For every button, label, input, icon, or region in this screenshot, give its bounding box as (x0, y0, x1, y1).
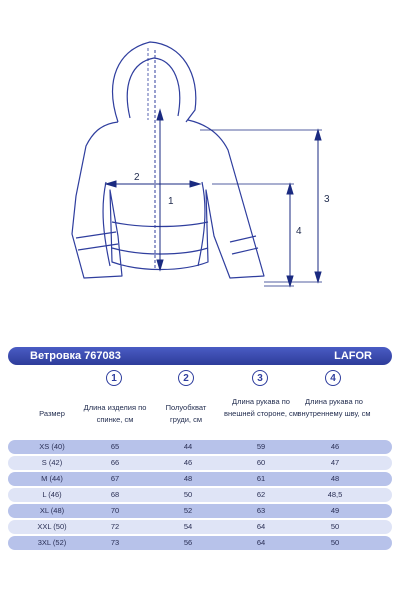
table-row (8, 488, 392, 502)
value-cell: 68 (110, 490, 120, 499)
value-cell: 59 (256, 442, 266, 451)
measure-4-arrow-top (287, 184, 293, 194)
right-cuff-line2 (232, 248, 258, 254)
value-cell: 50 (330, 538, 340, 547)
measure-1-arrow-bottom (157, 260, 163, 270)
column-2-number: 2 (178, 370, 194, 386)
value-cell: 64 (256, 522, 266, 531)
right-cuff-line (230, 236, 256, 242)
value-cell: 48,5 (327, 490, 343, 499)
measure-4-arrow-bottom (287, 276, 293, 286)
measure-4-label: 4 (296, 226, 302, 237)
value-cell: 44 (183, 442, 193, 451)
measure-1-label: 1 (168, 196, 174, 207)
title-bar (8, 347, 392, 365)
value-cell: 70 (110, 506, 120, 515)
value-cell: 47 (330, 458, 340, 467)
size-cell: XL (48) (39, 506, 65, 515)
measure-1-arrow-top (157, 110, 163, 120)
value-cell: 65 (110, 442, 120, 451)
size-table (8, 440, 392, 552)
table-row (8, 504, 392, 518)
measure-3-arrow-top (315, 130, 321, 140)
value-cell: 61 (256, 474, 266, 483)
value-cell: 73 (110, 538, 120, 547)
size-cell: S (42) (41, 458, 63, 467)
table-row (8, 536, 392, 550)
measure-3-label: 3 (324, 194, 330, 205)
table-row (8, 456, 392, 470)
measure-2-arrow-left (106, 181, 116, 187)
column-4-number: 4 (325, 370, 341, 386)
measure-2-label: 2 (134, 172, 140, 183)
left-seam (103, 182, 110, 266)
value-cell: 62 (256, 490, 266, 499)
column-4-header: Длина рукава по внутреннему шву, см (297, 397, 371, 418)
value-cell: 72 (110, 522, 120, 531)
value-cell: 52 (183, 506, 193, 515)
table-row (8, 520, 392, 534)
size-cell: XXL (50) (37, 522, 67, 531)
value-cell: 66 (110, 458, 120, 467)
value-cell: 56 (183, 538, 193, 547)
value-cell: 64 (256, 538, 266, 547)
size-cell: 3XL (52) (37, 538, 67, 547)
value-cell: 63 (256, 506, 266, 515)
table-row (8, 472, 392, 486)
column-1-header: Длина изделия по спинке, см (83, 403, 147, 424)
measure-2-arrow-right (190, 181, 200, 187)
hood-inner (127, 58, 179, 118)
value-cell: 46 (183, 458, 193, 467)
value-cell: 49 (330, 506, 340, 515)
column-3-number: 3 (252, 370, 268, 386)
column-1-number: 1 (106, 370, 122, 386)
left-cuff-line (76, 232, 116, 238)
size-column-header: Размер (39, 409, 65, 418)
size-cell: L (46) (42, 490, 62, 499)
brand-name: LAFOR (334, 350, 372, 362)
column-3-header: Длина рукава по внешней стороне, см (224, 397, 298, 418)
hood-outline (113, 42, 196, 122)
value-cell: 50 (330, 522, 340, 531)
value-cell: 48 (183, 474, 193, 483)
value-cell: 60 (256, 458, 266, 467)
value-cell: 67 (110, 474, 120, 483)
column-2-header: Полуобхват груди, см (165, 403, 207, 424)
value-cell: 46 (330, 442, 340, 451)
product-title: Ветровка 767083 (30, 350, 121, 362)
size-cell: XS (40) (39, 442, 65, 451)
value-cell: 48 (330, 474, 340, 483)
value-cell: 54 (183, 522, 193, 531)
size-cell: M (44) (41, 474, 63, 483)
table-row (8, 440, 392, 454)
value-cell: 50 (183, 490, 193, 499)
measure-3-arrow-bottom (315, 272, 321, 282)
